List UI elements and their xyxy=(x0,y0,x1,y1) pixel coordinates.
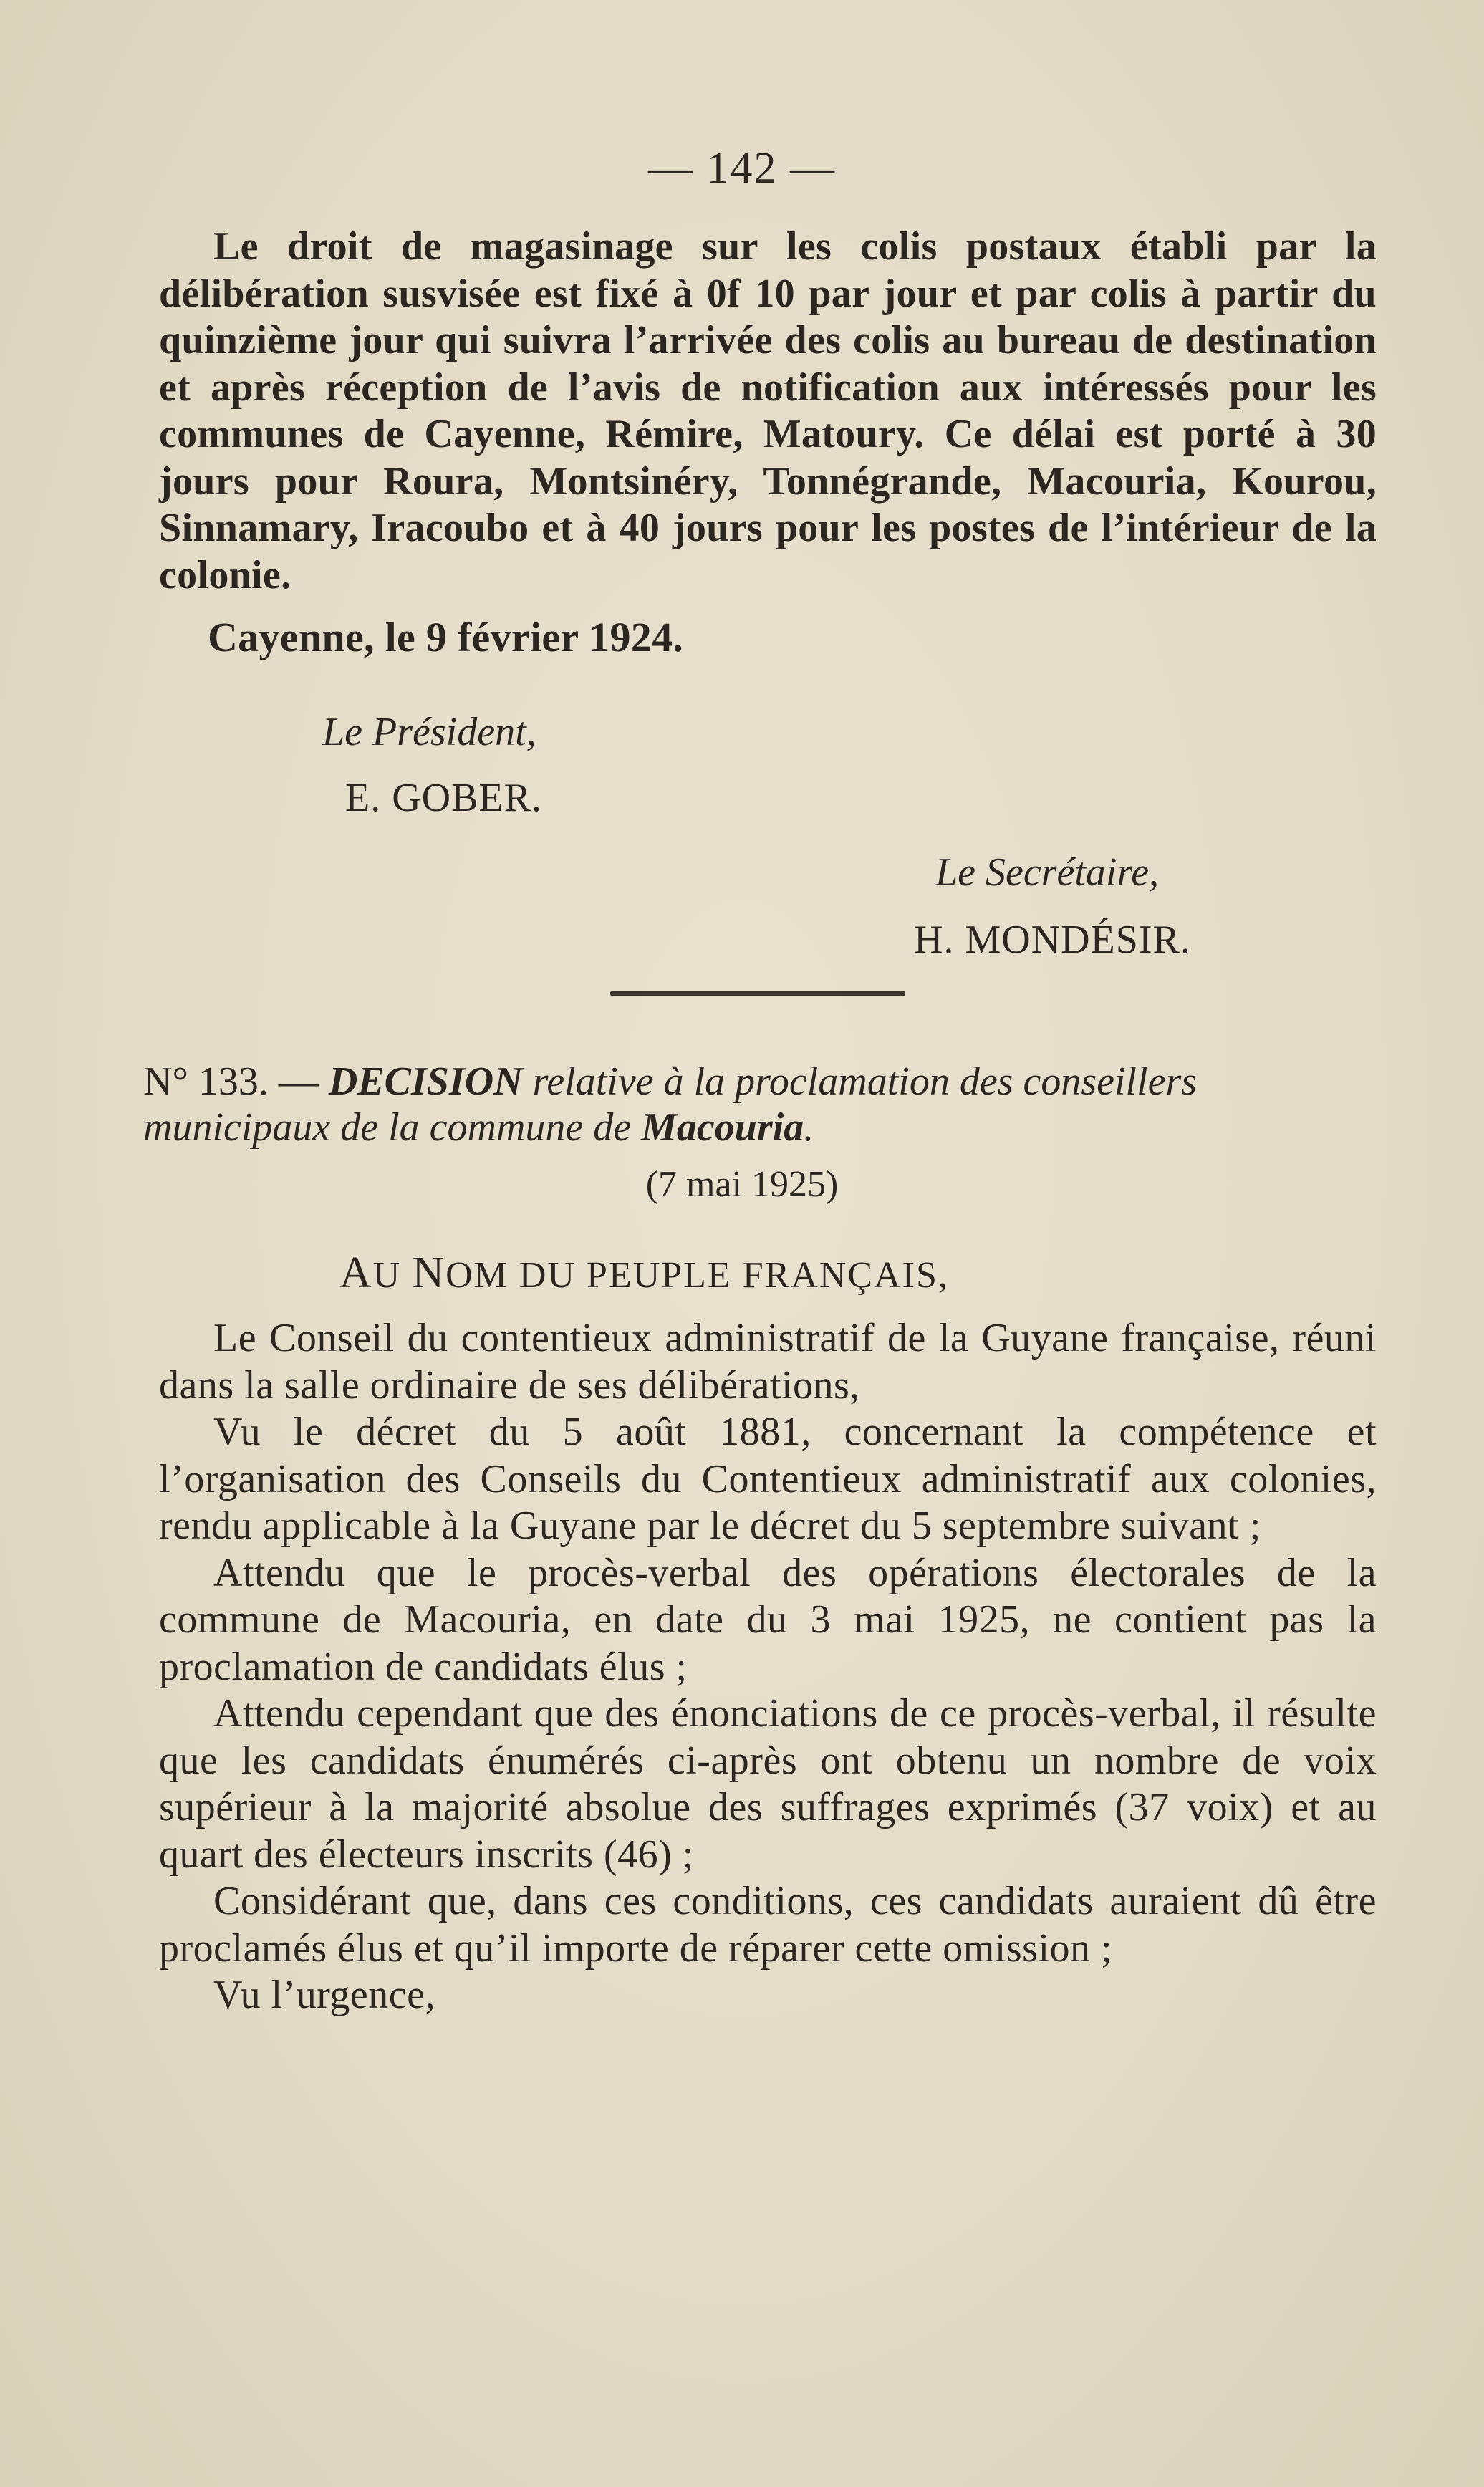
secretary-name: H. MONDÉSIR. xyxy=(914,918,1191,962)
preamble xyxy=(339,1248,949,1299)
preamble-rest-a: U xyxy=(372,1255,413,1296)
body-paragraph: Considérant que, dans ces conditions, ces candidats auraient dû être proclamés élus et qu’il importe de réparer cette omission ; xyxy=(159,1879,1377,1971)
decision-dash: — xyxy=(268,1059,329,1104)
section-divider xyxy=(610,991,905,996)
body-paragraph: Attendu cependant que des énonciations de ce procès-verbal, il résulte que les candidats énumérés ci-après ont obtenu un nombre de voix supérieur à la majorité absolue des suffrages exprimés (37 voix) et au quart des électeurs inscrits (46) ; xyxy=(159,1691,1377,1877)
decision-date: (7 mai 1925) xyxy=(645,1164,839,1205)
decision-title-place: Macouria xyxy=(641,1105,804,1150)
decision-body xyxy=(159,1315,1377,2019)
decision-heading xyxy=(143,1059,1377,1150)
decision-title-end: . xyxy=(804,1105,814,1150)
preamble-rest-n: OM DU PEUPLE FRANÇAIS, xyxy=(445,1255,949,1296)
body-paragraph: Le Conseil du contentieux administratif de la Guyane française, réuni dans la salle ordinaire de ses délibérations, xyxy=(159,1316,1377,1408)
body-paragraph: Vu l’urgence, xyxy=(213,1973,435,2017)
secretary-role: Le Secrétaire, xyxy=(935,850,1160,895)
deliberation-text-block xyxy=(159,223,1377,599)
decision-number: N° 133. xyxy=(143,1059,269,1104)
deliberation-paragraph: Le droit de magasinage sur les colis postaux établi par la délibération susvisée est fixé à 0f 10 par jour et par colis à partir du quinzième jour qui suivra l’arrivée des colis au bureau de destination et après réception de l’avis de notification aux intéressés pour les communes de Cayenne, Rémire, Matoury. Ce délai est porté à 30 jours pour Roura, Montsinéry, Tonnégrande, Macouria, Kourou, Sinnamary, Iracoubo et à 40 jours pour les postes de l’intérieur de la colonie. xyxy=(159,224,1377,597)
body-paragraph: Attendu que le procès-verbal des opérations électorales de la commune de Macouria, en date du 3 mai 1925, ne contient pas la proclamation de candidats élus ; xyxy=(159,1550,1377,1689)
page-number: — 142 — xyxy=(648,144,836,193)
preamble-cap-a: A xyxy=(339,1249,373,1297)
decision-title-rest: relative à la proclamation des conseillers municipaux de la commune de xyxy=(143,1059,1198,1150)
decision-title-word: DECISION xyxy=(328,1059,523,1104)
body-paragraph: Vu le décret du 5 août 1881, concernant la compétence et l’organisation des Conseils du Contentieux administratif aux colonies, rendu applicable à la Guyane par le décret du 5 septembre suivant ; xyxy=(159,1410,1377,1548)
president-name: E. GOBER. xyxy=(345,776,542,820)
president-role: Le Président, xyxy=(322,710,536,754)
dateline: Cayenne, le 9 février 1924. xyxy=(208,614,684,660)
preamble-cap-n: N xyxy=(412,1249,446,1297)
